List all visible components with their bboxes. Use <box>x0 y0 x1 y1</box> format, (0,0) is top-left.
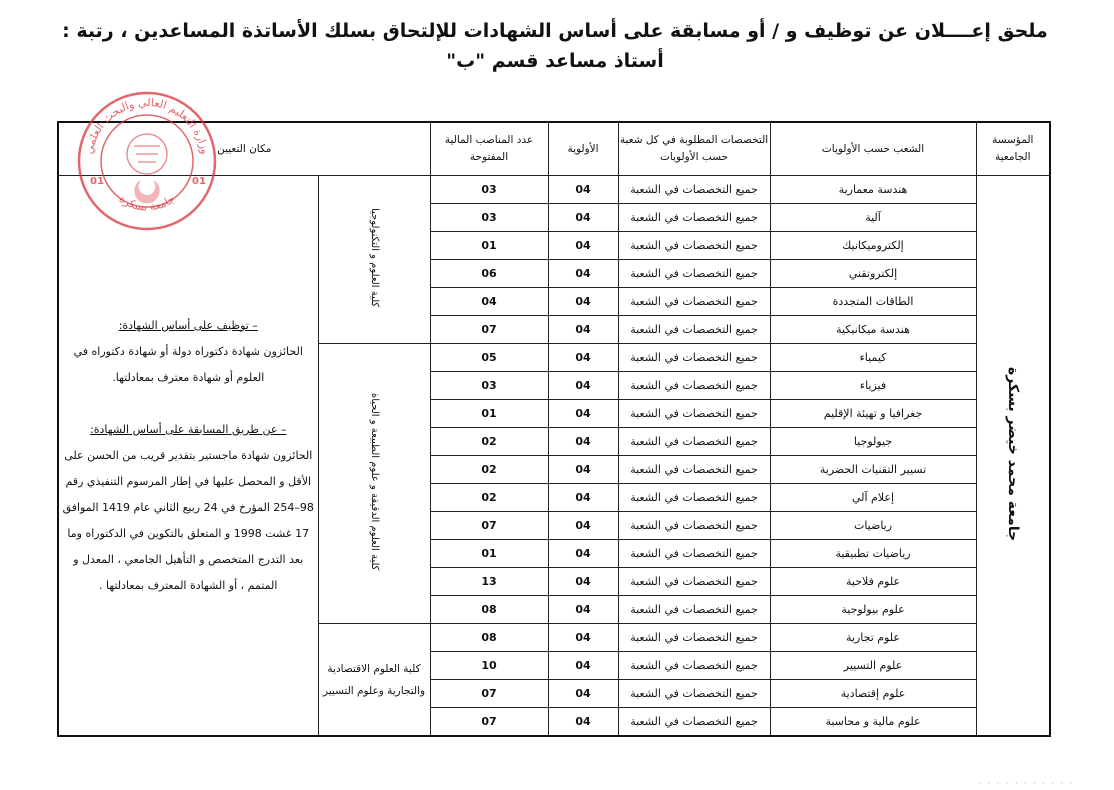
branch-cell: إلكتروتقني <box>770 260 976 288</box>
priority-cell: 04 <box>548 680 618 708</box>
conditions-heading-2: – عن طريق المسابقة على أساس الشهادة: <box>90 422 287 436</box>
positions-cell: 07 <box>430 316 548 344</box>
specialty-cell: جميع التخصصات في الشعبة <box>618 260 770 288</box>
specialty-cell: جميع التخصصات في الشعبة <box>618 484 770 512</box>
header-specialties: التخصصات المطلوبة في كل شعبة حسب الأولويات <box>618 122 770 176</box>
positions-cell: 01 <box>430 400 548 428</box>
priority-cell: 04 <box>548 456 618 484</box>
specialty-cell: جميع التخصصات في الشعبة <box>618 232 770 260</box>
specialty-cell: جميع التخصصات في الشعبة <box>618 288 770 316</box>
positions-cell: 13 <box>430 568 548 596</box>
priority-cell: 04 <box>548 400 618 428</box>
conditions-cell <box>58 176 318 737</box>
faculty-name-line-2: والتجارية وعلوم التسيير <box>322 684 426 697</box>
positions-cell: 05 <box>430 344 548 372</box>
faculty-cell <box>318 176 430 344</box>
priority-cell: 04 <box>548 204 618 232</box>
priority-cell: 04 <box>548 176 618 204</box>
branch-cell: جيولوجيا <box>770 428 976 456</box>
specialty-cell: جميع التخصصات في الشعبة <box>618 652 770 680</box>
positions-cell: 01 <box>430 540 548 568</box>
priority-cell: 04 <box>548 260 618 288</box>
positions-cell: 01 <box>430 232 548 260</box>
positions-cell: 02 <box>430 484 548 512</box>
header-branches: الشعب حسب الأولويات <box>770 122 976 176</box>
positions-cell: 10 <box>430 652 548 680</box>
document-title <box>60 16 1050 76</box>
branch-cell: آلية <box>770 204 976 232</box>
faculty-cell <box>318 344 430 624</box>
specialty-cell: جميع التخصصات في الشعبة <box>618 708 770 737</box>
branch-cell: علوم التسيير <box>770 652 976 680</box>
positions-cell: 02 <box>430 428 548 456</box>
specialty-cell: جميع التخصصات في الشعبة <box>618 428 770 456</box>
branch-cell: جغرافيا و تهيئة الإقليم <box>770 400 976 428</box>
stamp-inner-text: جامعة بسكرة <box>116 192 178 214</box>
positions-cell: 07 <box>430 708 548 737</box>
priority-cell: 04 <box>548 372 618 400</box>
specialty-cell: جميع التخصصات في الشعبة <box>618 540 770 568</box>
priority-cell: 04 <box>548 624 618 652</box>
priority-cell: 04 <box>548 540 618 568</box>
branch-cell: رياضيات <box>770 512 976 540</box>
faculty-name: كلية العلوم الدقيقة و علوم الطبيعة و الحياة <box>369 393 381 571</box>
title-line-2: أستاذ مساعد قسم "ب" <box>446 50 664 72</box>
specialty-cell: جميع التخصصات في الشعبة <box>618 316 770 344</box>
stamp-emblem-icon <box>127 134 167 203</box>
faculty-cell <box>318 624 430 737</box>
specialty-cell: جميع التخصصات في الشعبة <box>618 344 770 372</box>
positions-cell: 04 <box>430 288 548 316</box>
stamp-number-right: 01 <box>192 176 206 187</box>
specialty-cell: جميع التخصصات في الشعبة <box>618 176 770 204</box>
branch-cell: إلكتروميكانيك <box>770 232 976 260</box>
header-positions: عدد المناصب المالية المفتوحة <box>430 122 548 176</box>
specialty-cell: جميع التخصصات في الشعبة <box>618 512 770 540</box>
specialty-cell: جميع التخصصات في الشعبة <box>618 400 770 428</box>
specialty-cell: جميع التخصصات في الشعبة <box>618 568 770 596</box>
priority-cell: 04 <box>548 708 618 737</box>
positions-cell: 07 <box>430 680 548 708</box>
official-stamp <box>72 86 222 236</box>
institution-name: جامعة محمد خيضر بسكرة <box>1004 366 1021 542</box>
branch-cell: الطاقات المتجددة <box>770 288 976 316</box>
positions-cell: 08 <box>430 624 548 652</box>
specialty-cell: جميع التخصصات في الشعبة <box>618 204 770 232</box>
conditions-text-2: الحائزون شهادة ماجستير بتقدير قريب من الحسن على الأقل و المحصل عليها في إطار المرسوم التنفيذي رقم 98–254 المؤرخ في 24 ربيع الثاني عام 1419 الموافق 17 غشت 1998 و المتعلق بالتكوين في الدكتوراه وما بعد التدرج المتخصص و التأهيل الجامعي ، المعدل و المتمم ، أو الشهادة المعترف بمعادلتها . <box>62 448 314 592</box>
specialty-cell: جميع التخصصات في الشعبة <box>618 680 770 708</box>
branch-cell: إعلام آلي <box>770 484 976 512</box>
priority-cell: 04 <box>548 316 618 344</box>
priority-cell: 04 <box>548 568 618 596</box>
branch-cell: علوم بيولوجية <box>770 596 976 624</box>
positions-cell: 03 <box>430 176 548 204</box>
positions-cell: 02 <box>430 456 548 484</box>
branch-cell: علوم مالية و محاسبة <box>770 708 976 737</box>
stamp-outer-text: وزارة التعليم العالي والبحث العلمي <box>82 95 212 156</box>
branch-cell: علوم إقتصادية <box>770 680 976 708</box>
positions-cell: 08 <box>430 596 548 624</box>
priority-cell: 04 <box>548 484 618 512</box>
positions-cell: 03 <box>430 204 548 232</box>
branch-cell: كيمياء <box>770 344 976 372</box>
spacer <box>59 391 318 417</box>
priority-cell: 04 <box>548 596 618 624</box>
branch-cell: تسيير التقنيات الحضرية <box>770 456 976 484</box>
branch-cell: رياضيات تطبيقية <box>770 540 976 568</box>
specialty-cell: جميع التخصصات في الشعبة <box>618 456 770 484</box>
header-institution: المؤسسة الجامعية <box>976 122 1050 176</box>
branch-cell: فيزياء <box>770 372 976 400</box>
header-priority: الأولوية <box>548 122 618 176</box>
priority-cell: 04 <box>548 512 618 540</box>
title-line-1: ملحق إعــــلان عن توظيف و / أو مسابقة على أساس الشهادات للإلتحاق بسلك الأساتذة المساعدين ، رتبة : <box>62 20 1048 42</box>
conditions-heading-1: – توظيف على أساس الشهادة: <box>118 318 258 332</box>
branch-cell: علوم تجارية <box>770 624 976 652</box>
positions-cell: 06 <box>430 260 548 288</box>
branch-cell: هندسة ميكانيكية <box>770 316 976 344</box>
conditions-text-1: الحائزون شهادة دكتوراه دولة أو شهادة دكتوراه في العلوم أو شهادة معترف بمعادلتها. <box>73 344 303 384</box>
faculty-name-line-1: كلية العلوم الاقتصادية <box>327 662 421 675</box>
branch-cell: علوم فلاحية <box>770 568 976 596</box>
stamp-number-left: 01 <box>90 176 104 187</box>
positions-cell: 07 <box>430 512 548 540</box>
positions-cell: 03 <box>430 372 548 400</box>
priority-cell: 04 <box>548 232 618 260</box>
specialty-cell: جميع التخصصات في الشعبة <box>618 624 770 652</box>
priority-cell: 04 <box>548 652 618 680</box>
branch-cell: هندسة معمارية <box>770 176 976 204</box>
footer-mark: · · · · · · · · · · · <box>978 779 1074 788</box>
faculty-name: كلية العلوم و التكنولوجيا <box>369 208 381 308</box>
priority-cell: 04 <box>548 344 618 372</box>
specialty-cell: جميع التخصصات في الشعبة <box>618 596 770 624</box>
priority-cell: 04 <box>548 288 618 316</box>
priority-cell: 04 <box>548 428 618 456</box>
specialty-cell: جميع التخصصات في الشعبة <box>618 372 770 400</box>
header-location: مكان التعيين <box>58 122 430 176</box>
institution-cell <box>976 176 1050 737</box>
